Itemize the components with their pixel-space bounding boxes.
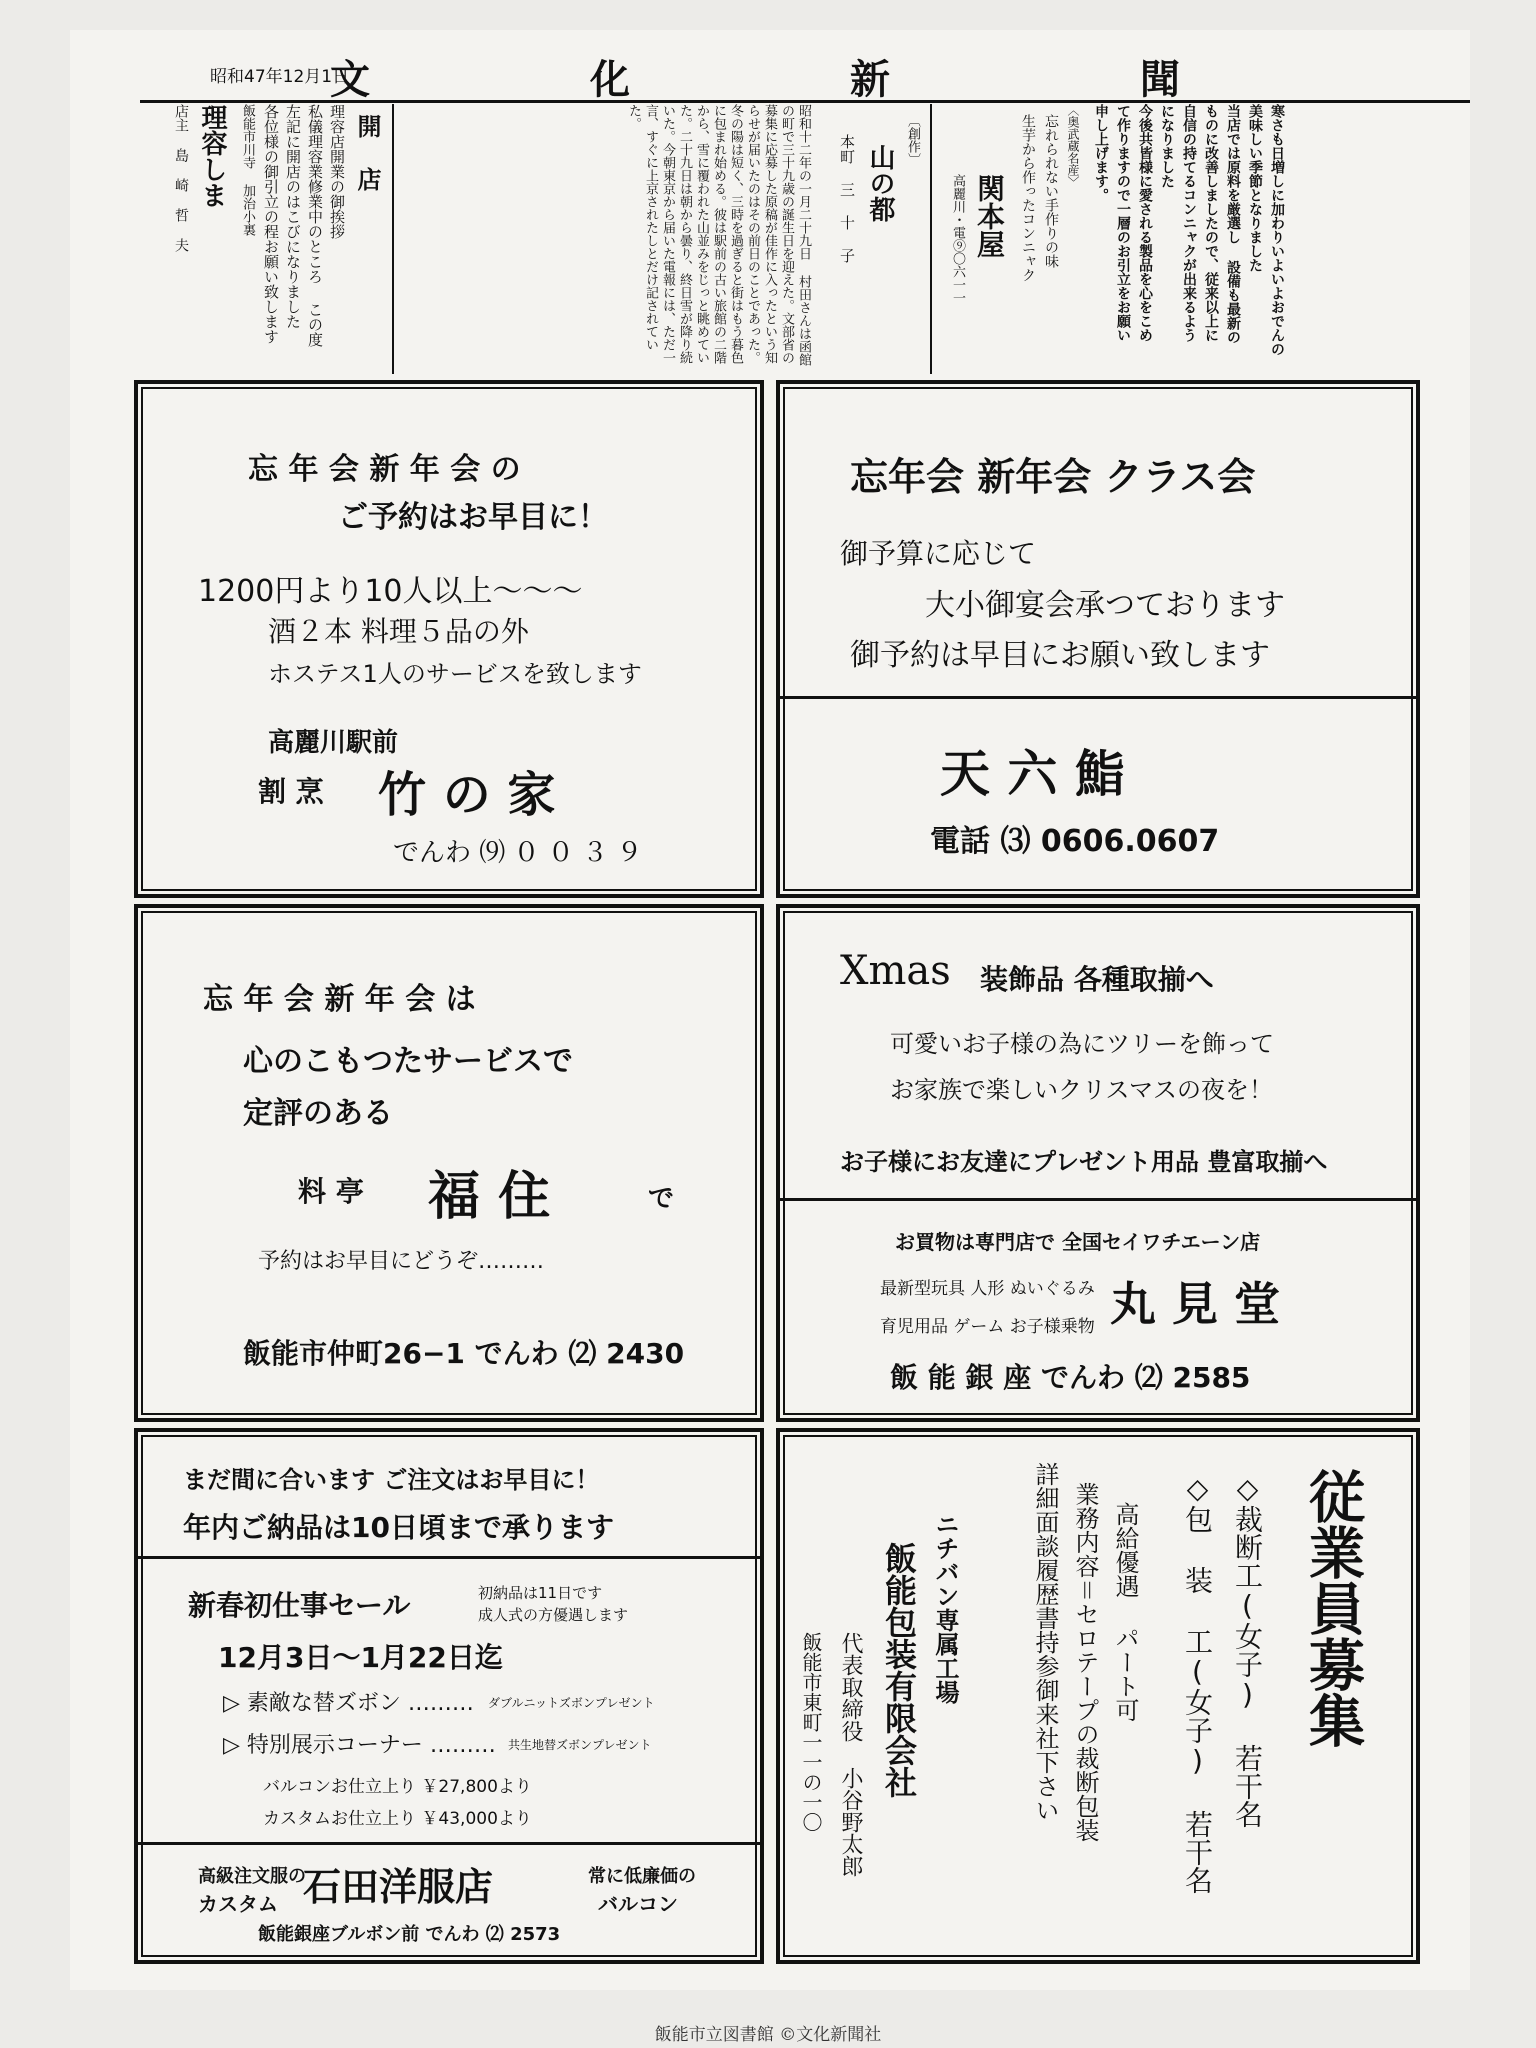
sekimoto-line: になりました: [1159, 104, 1175, 188]
ad-divider: [780, 1198, 1416, 1201]
ad-note: ダブルニットズボンプレゼント: [488, 1696, 655, 1710]
sekimoto-line: 当店では原料を厳選し 設備も最新の: [1225, 104, 1241, 344]
recruit-text: 詳細面談履歴書持参御来社下さい: [1031, 1462, 1059, 1822]
masthead: [140, 48, 1470, 103]
ad-text: カスタム: [198, 1892, 278, 1916]
ad-text: ▷ 特別展示コーナー ………: [223, 1733, 496, 1758]
ad-phone: 飯 能 銀 座 でんわ ⑵ 2585: [890, 1361, 1251, 1394]
recruit-representative: 代表取締役 小谷野太郎: [838, 1632, 863, 1877]
ad-text: ▷ 素敵な替ズボン ………: [223, 1691, 474, 1716]
ad-shop-name: 丸 見 堂: [1110, 1277, 1281, 1331]
ad-headline: Xmas: [840, 948, 951, 994]
ad-text: 御予算に応じて: [840, 537, 1037, 570]
story-title: 山の都: [865, 144, 895, 222]
ad-takenoya: [134, 380, 764, 898]
ad-phone: 電話 ⑶ 0606.0607: [930, 824, 1220, 859]
masthead-title-char: 新: [850, 56, 894, 103]
ad-divider: [138, 1556, 760, 1559]
ad-text: 大小御宴会承つております: [925, 588, 1285, 623]
ad-text: ホステス1人のサービスを致します: [268, 660, 642, 688]
ad-price: カスタムお仕立上り ￥43,000より: [263, 1809, 532, 1829]
kaiten-line: 飯能市川寺 加治小裏: [240, 104, 255, 236]
ad-divider: [780, 696, 1416, 699]
ad-category: 割 烹: [258, 775, 324, 808]
sekimoto-line: 寒さも日増しに加わりいよいよおでんの: [1269, 104, 1285, 356]
masthead-title-char: 聞: [1140, 56, 1184, 103]
sekimoto-tag: 〈奥武蔵名産〉: [1066, 104, 1080, 188]
library-credit: 飯能市立図書館 ©文化新聞社: [654, 2025, 882, 2045]
kaiten-line: 理容店開業の御挨拶: [328, 104, 346, 239]
story-body: 昭和十二年の一月二十九日 村田さんは函館の町で三十九歳の誕生日を迎えた。文部省の募集に応募した原稿が佳作に入ったという知らせが届いたのはその前日のことであった。冬の陽は短く、三時を過ぎると街はもう暮色に包まれ始める。彼は駅前の古い旅館の二階から、雪に覆われた山並みをじっと眺めていた。二十九日は朝から曇り、終日雪が降り続いた。今朝東京から届いた電報には、ただ一言、すぐに上京されたしとだけ記されていた。: [626, 104, 811, 366]
issue-date: 昭和47年12月1日: [210, 67, 350, 87]
ad-text: 新春初仕事セール: [188, 1589, 411, 1622]
recruit-text: 高給優遇 パート可: [1111, 1502, 1139, 1722]
ad-note: 共生地替ズボンプレゼント: [508, 1738, 652, 1752]
ad-shop-name: 福 住: [428, 1167, 551, 1227]
ad-headline: ご予約はお早目に！: [338, 500, 608, 535]
recruit-text: 業務内容＝セロテープの裁断包装: [1071, 1482, 1099, 1842]
ad-fukuzumi: [134, 904, 764, 1422]
ad-note: 成人式の方優遇します: [478, 1606, 629, 1624]
ad-divider: [138, 1842, 760, 1845]
ad-price: バルコンお仕立上り ￥27,800より: [263, 1777, 532, 1797]
kaiten-line: 各位様の御引立の程お願い致します: [262, 104, 280, 344]
recruit-address: 飯能市東町一一の一〇: [799, 1632, 823, 1832]
ad-headline: 忘 年 会 新 年 会 は: [203, 982, 476, 1017]
ad-text: お買物は専門店で 全国セイワチエーン店: [895, 1230, 1261, 1254]
ad-recruit: [776, 1428, 1420, 1964]
ad-shop-name: 天 六 鮨: [940, 745, 1125, 803]
ad-price: 1200円より10人以上〜〜〜: [198, 574, 583, 609]
ad-category: 料 亭: [298, 1175, 364, 1208]
sekimoto-line: 美味しい季節となりました: [1247, 104, 1263, 272]
masthead-title-char: 化: [590, 56, 634, 103]
ad-text: お子様にお友達にプレゼント用品 豊富取揃へ: [840, 1148, 1328, 1176]
sekimoto-line: ものに改善しましたので、従来以上に: [1203, 104, 1219, 342]
ad-text: 予約はお早目にどうぞ………: [258, 1249, 545, 1274]
ad-text: バルコン: [598, 1892, 678, 1916]
ad-text: 可愛いお子様の為にツリーを飾って: [890, 1030, 1274, 1058]
ad-headline: 忘 年 会 新 年 会 の: [248, 452, 521, 487]
ad-shop-name: 石田洋服店: [303, 1865, 494, 1909]
kaiten-line: 左記に開店のはこびになりました: [284, 104, 302, 329]
ad-text: 定評のある: [243, 1096, 393, 1131]
kaiten-line: 私儀理容業修業中のところ この度: [306, 104, 324, 347]
column-rule: [392, 104, 394, 374]
sekimoto-slogan: 忘れられない手作りの味: [1043, 114, 1059, 268]
ad-headline: 装飾品 各種取揃へ: [980, 963, 1214, 996]
ad-ishida: [134, 1428, 764, 1964]
sekimoto-line: 申し上げます。: [1093, 104, 1109, 202]
story-genre: 〔創作〕: [905, 114, 920, 166]
ad-marumido: [776, 904, 1420, 1422]
ad-phone: 飯能銀座ブルボン前 でんわ ⑵ 2573: [258, 1924, 561, 1945]
kaiten-heading: 開 店: [353, 114, 382, 191]
ad-tenroku: [776, 380, 1420, 898]
sekimoto-line: 今後共皆様に愛される製品を心をこめ: [1137, 104, 1153, 342]
ad-text: 最新型玩具 人形 ぬいぐるみ: [880, 1279, 1095, 1299]
ad-date: 12月3日〜1月22日迄: [218, 1641, 503, 1674]
recruit-title: 従業員募集: [1300, 1468, 1365, 1748]
ad-text: お家族で楽しいクリスマスの夜を！: [890, 1076, 1274, 1104]
recruit-item: ◇裁断工(女子) 若干名: [1231, 1472, 1264, 1828]
sekimoto-address: 高麗川・電⑨〇六一一: [950, 174, 965, 304]
ad-phone: でんわ ⑼ ０ ０ ３ ９: [393, 838, 643, 868]
sekimoto-line: て作りますので一層のお引立をお願い: [1115, 104, 1131, 342]
ad-text: 高級注文服の: [198, 1866, 306, 1887]
sekimoto-slogan: 生芋から作ったコンニャク: [1020, 114, 1036, 282]
recruit-company: ニチバン専属工場: [931, 1512, 959, 1704]
ad-text: 心のこもつたサービスで: [243, 1044, 573, 1079]
ad-text: 育児用品 ゲーム お子様乗物: [880, 1317, 1095, 1337]
ad-shop-name: 竹 の 家: [378, 767, 556, 823]
shop-name: 理容しま: [197, 104, 227, 208]
story-author: 本町 三 十 子: [838, 134, 856, 263]
ad-headline: まだ間に合います ご注文はお早目に！: [183, 1466, 600, 1494]
ad-note: 初納品は11日です: [478, 1584, 603, 1602]
ad-text: 酒２本 料理５品の外: [268, 615, 529, 648]
recruit-company-name: 飯能包装有限会社: [880, 1542, 918, 1798]
ad-headline: 年内ご納品は10日頃まで承ります: [183, 1511, 614, 1544]
owner-name: 店主 島 崎 哲 夫: [173, 104, 189, 252]
column-rule: [930, 104, 932, 374]
ad-text: で: [648, 1184, 675, 1214]
sekimoto-name: 関本屋: [973, 174, 1006, 258]
ad-location: 高麗川駅前: [268, 728, 399, 758]
sekimoto-line: 自信の持てるコンニャクが出来るよう: [1181, 104, 1197, 342]
masthead-title-char: 文: [330, 56, 374, 103]
recruit-item: ◇包 装 工(女子) 若干名: [1181, 1472, 1214, 1894]
ad-phone: 飯能市仲町26−1 でんわ ⑵ 2430: [243, 1337, 685, 1370]
ad-text: 御予約は早目にお願い致します: [850, 638, 1270, 673]
ad-text: 常に低廉価の: [588, 1866, 696, 1887]
top-strip: [140, 104, 1470, 376]
ad-headline: 忘年会 新年会 クラス会: [850, 455, 1256, 499]
